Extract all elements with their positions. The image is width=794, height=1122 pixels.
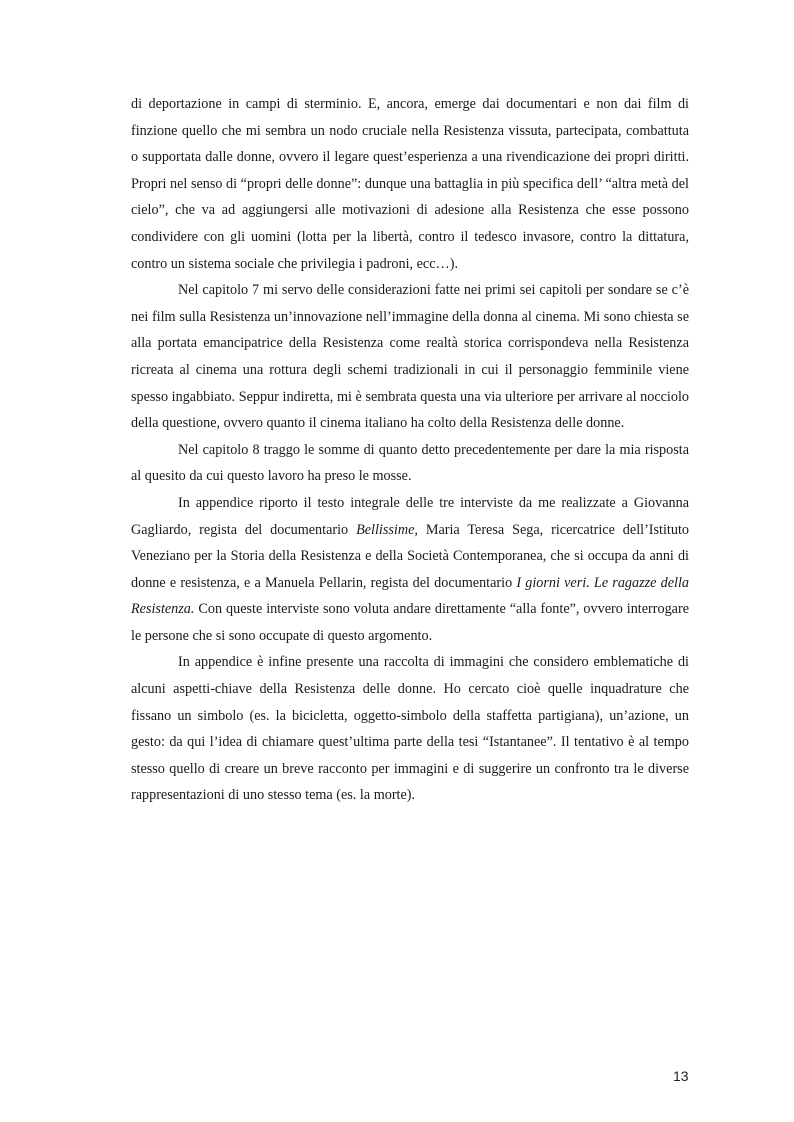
paragraph-4 bbox=[131, 490, 689, 650]
page-number: 13 bbox=[673, 1068, 689, 1084]
paragraph-3-text: Nel capitolo 8 traggo le somme di quanto detto precedentemente per dare la mia risposta al quesito da cui questo lavoro ha preso le mosse. bbox=[131, 441, 689, 485]
paragraph-5 bbox=[131, 649, 689, 809]
body-text bbox=[131, 91, 689, 809]
paragraph-4-text-c: Con queste interviste sono voluta andare direttamente “alla fonte”, ovvero interrogare le persone che si sono occupate di questo argomento. bbox=[131, 601, 689, 644]
paragraph-5-text: In appendice è infine presente una raccolta di immagini che considero emblematiche di alcuni aspetti-chiave della Resistenza delle donne. Ho cercato cioè quelle inquadrature che fissano un simbolo (es. la bicicletta, oggetto-simbolo della staffetta partigiana), un’azione, un gesto: da qui l’idea di chiamare quest’ultima parte della tesi “Istantanee”. Il tentativo è al tempo stesso quello di creare un breve racconto per immagini e di suggerire un confronto tra le diverse rappresentazioni di uno stesso tema (es. la morte). bbox=[131, 654, 689, 804]
paragraph-2 bbox=[131, 277, 689, 437]
paragraph-1-text: di deportazione in campi di sterminio. E, ancora, emerge dai documentari e non dai film di finzione quello che mi sembra un nodo cruciale nella Resistenza vissuta, partecipata, combattuta o supportata dalle donne, ovvero il legare quest’esperienza a una rivendicazione dei propri diritti. Propri nel senso di “propri delle donne”: dunque una battaglia in più specifica dell’ “altra metà del cielo”, che va ad aggiungersi alle motivazioni di adesione alla Resistenza che esse possono condividere con gli uomini (lotta per la libertà, contro il tedesco invasore, contro la dittatura, contro un sistema sociale che privilegia i padroni, ecc…). bbox=[131, 96, 689, 272]
paragraph-4-text-b: Maria Teresa Sega, ricercatrice dell’Istituto Veneziano per la Storia della Resistenza e della Società Contemporanea, che si occupa da anni di donne e resistenza, e a Manuela Pellarin, regista del documentario bbox=[131, 521, 689, 591]
documentary-title-giorni-veri: I giorni veri. Le ragazze della Resistenza. bbox=[131, 574, 689, 618]
paragraph-3 bbox=[131, 437, 689, 490]
paragraph-1 bbox=[131, 91, 689, 277]
paragraph-2-text: Nel capitolo 7 mi servo delle considerazioni fatte nei primi sei capitoli per sondare se c’è nei film sulla Resistenza un’innovazione nell’immagine della donna al cinema. Mi sono chiesta se alla portata emancipatrice della Resistenza come realtà storica corrispondeva nella Resistenza ricreata al cinema una rottura degli schemi tradizionali in cui il personaggio femminile viene spesso ingabbiato. Seppur indiretta, mi è sembrata questa una via ulteriore per arrivare al nocciolo della questione, ovvero quanto il cinema italiano ha colto della Resistenza delle donne. bbox=[131, 282, 689, 432]
paragraph-4-text-a: In appendice riporto il testo integrale delle tre interviste da me realizzate a Giovanna Gagliardo, regista del documentario bbox=[131, 494, 689, 538]
documentary-title-bellissime: Bellissime, bbox=[356, 521, 418, 538]
